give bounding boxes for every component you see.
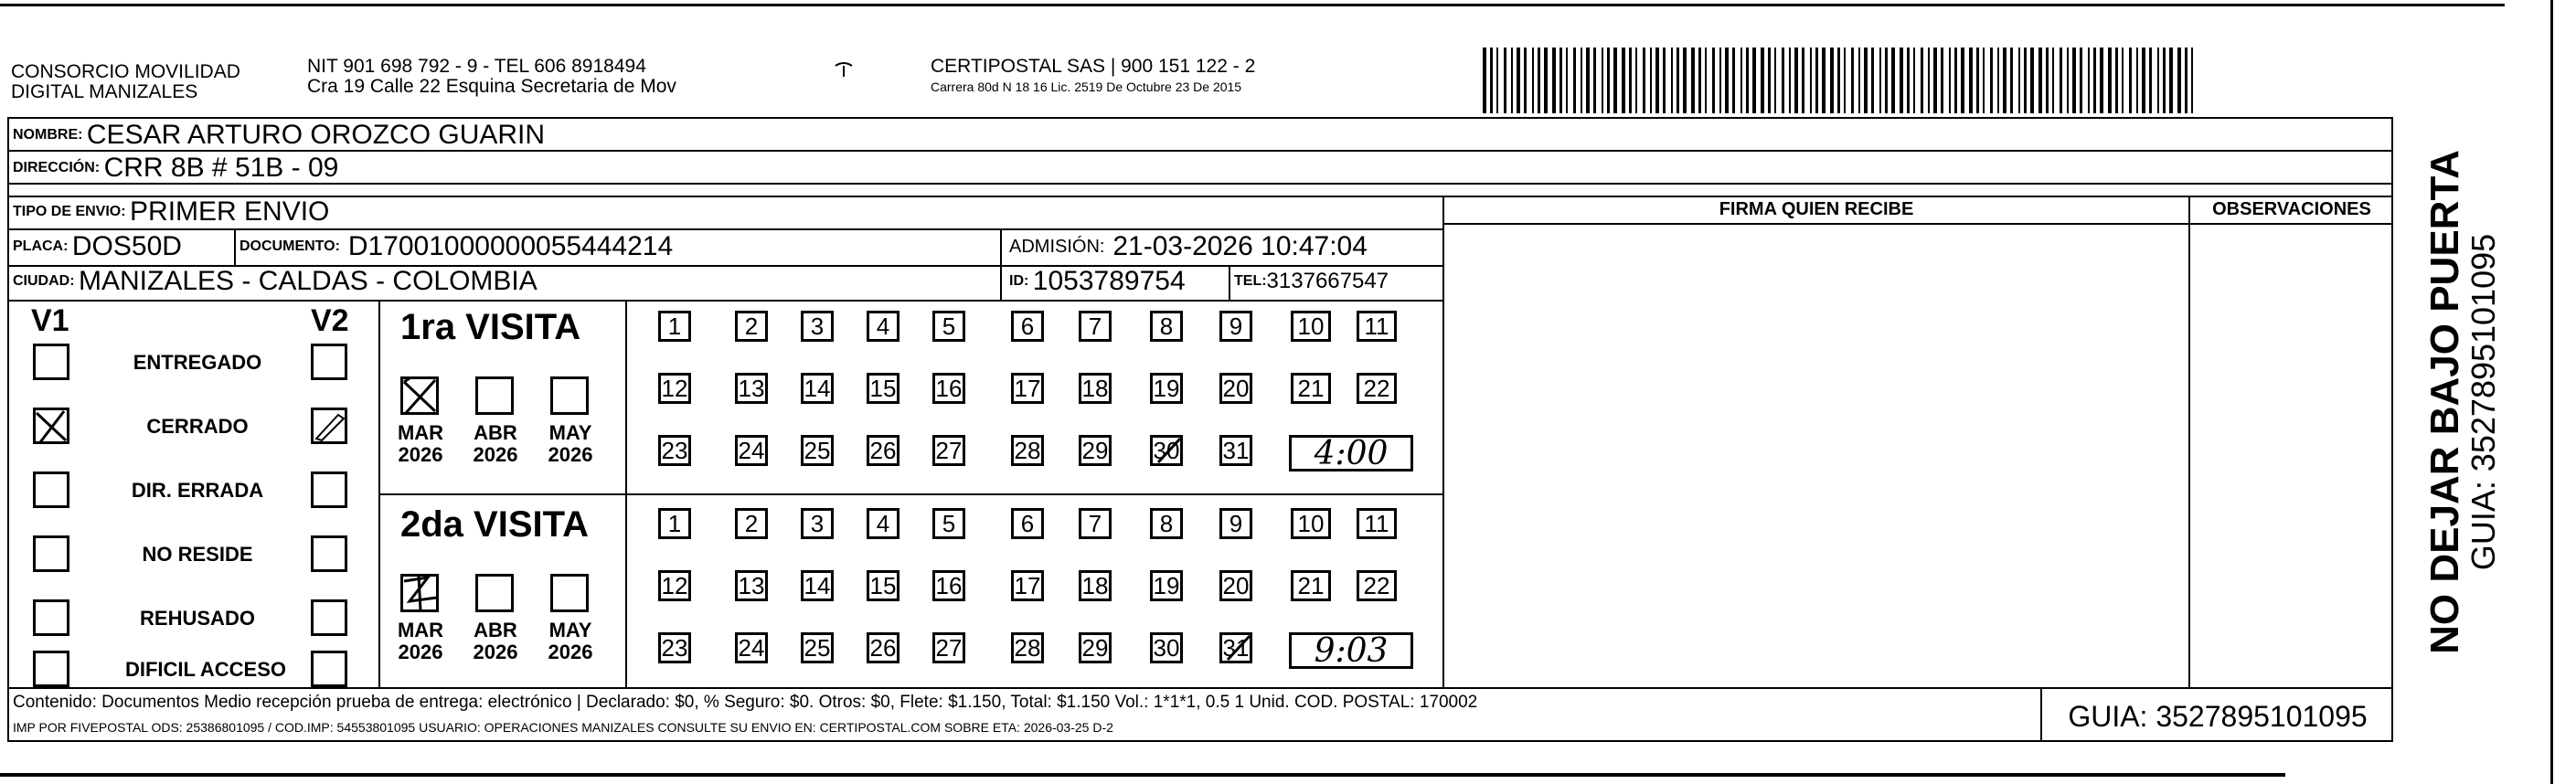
day-box[interactable]: 27 [932,435,965,466]
day-box[interactable]: 16 [932,373,965,404]
month-checkbox[interactable] [475,376,514,415]
direccion-field: DIRECCIÓN: CRR 8B # 51B - 09 [13,153,339,183]
month-checkbox[interactable] [550,574,589,612]
day-box[interactable]: 30 [1150,632,1183,663]
month-year: 2026 [548,443,593,466]
v2-label: V2 [311,303,349,338]
day-box[interactable]: 31 [1219,435,1252,466]
day-box[interactable]: 21 [1291,373,1331,404]
day-box[interactable]: 9 [1219,311,1252,342]
month-year: 2026 [398,641,443,663]
company-info: NIT 901 698 792 - 9 - TEL 606 8918494 Cra 19 Calle 22 Esquina Secretaria de Mov [307,56,676,97]
month-name: MAY [548,619,592,641]
day-box[interactable]: 14 [801,570,834,601]
v2-checkbox[interactable] [311,344,347,380]
day-box[interactable]: 11 [1357,508,1397,539]
day-box[interactable]: 25 [801,435,834,466]
first-visit-title: 1ra VISITA [400,307,581,347]
day-box[interactable]: 10 [1291,311,1331,342]
admision-field: ADMISIÓN: 21-03-2026 10:47:04 [1009,231,1368,261]
day-box[interactable]: 9 [1219,508,1252,539]
day-box[interactable]: 18 [1079,373,1112,404]
status-option-label: ENTREGADO [133,351,262,374]
month-year: 2026 [398,443,443,466]
month-label [468,422,523,466]
day-box[interactable]: 29 [1079,435,1112,466]
month-checkbox[interactable] [475,574,514,612]
day-box[interactable]: 15 [867,373,899,404]
day-box[interactable]: 26 [867,435,899,466]
day-box[interactable]: 5 [932,508,965,539]
month-name: MAR [397,619,444,641]
day-box[interactable]: 1 [658,311,691,342]
day-box[interactable]: 3 [801,508,834,539]
v2-checkbox[interactable] [311,535,347,572]
tipo-envio-field: TIPO DE ENVIO: PRIMER ENVIO [13,196,330,227]
company-name: CONSORCIO MOVILIDAD DIGITAL MANIZALES [11,61,240,102]
day-box[interactable]: 28 [1011,632,1044,663]
day-box[interactable]: 23 [658,435,691,466]
month-checkbox[interactable] [550,376,589,415]
side-warning: NO DEJAR BAJO PUERTA [2422,150,2467,654]
day-box[interactable]: 4 [867,311,899,342]
scan-edge-top [0,4,2505,6]
month-year: 2026 [548,641,593,663]
barcode [1483,48,2203,113]
day-box[interactable]: 31 [1219,632,1252,663]
day-box[interactable]: 6 [1011,508,1044,539]
day-box[interactable]: 28 [1011,435,1044,466]
month-checkbox[interactable] [400,574,439,612]
day-box[interactable]: 30 [1150,435,1183,466]
day-box[interactable]: 7 [1079,508,1112,539]
day-box[interactable]: 19 [1150,373,1183,404]
day-box[interactable]: 17 [1011,570,1044,601]
handwritten-time-box[interactable]: 9:03 [1289,632,1413,669]
day-box[interactable]: 1 [658,508,691,539]
day-box[interactable]: 24 [735,632,768,663]
day-box[interactable]: 2 [735,508,768,539]
day-box[interactable]: 23 [658,632,691,663]
footer-guia: GUIA: 3527895101095 [2068,700,2368,733]
firma-label: FIRMA QUIEN RECIBE [1719,199,1914,219]
ciudad-field: CIUDAD: MANIZALES - CALDAS - COLOMBIA [13,266,538,296]
v1-checkbox[interactable] [33,535,69,572]
day-box[interactable]: 16 [932,570,965,601]
observaciones-label: OBSERVACIONES [2212,199,2371,219]
day-box[interactable]: 13 [735,570,768,601]
placa-field: PLACA: DOS50D [13,231,182,261]
day-box[interactable]: 17 [1011,373,1044,404]
side-guia: GUIA: 3527895101095 [2464,233,2502,571]
month-label [393,422,448,466]
day-box[interactable]: 15 [867,570,899,601]
day-box[interactable]: 20 [1219,373,1252,404]
tel-field: TEL: 3137667547 [1234,269,1389,293]
handwritten-time-box[interactable]: 4:00 [1289,435,1413,471]
day-box[interactable]: 4 [867,508,899,539]
day-box[interactable]: 12 [658,373,691,404]
day-box[interactable]: 6 [1011,311,1044,342]
month-checkbox[interactable] [400,376,439,415]
contenido-line: Contenido: Documentos Medio recepción prueba de entrega: electrónico | Declarado: $0, % Seguro: $0. Otros: $0, Flete: $1.150, Total: $1.150 Vol.: 1*1*1, 0.5 1 Unid. COD. POSTAL: 170002 [13,693,1478,712]
day-box[interactable]: 26 [867,632,899,663]
day-box[interactable]: 11 [1357,311,1397,342]
day-box[interactable]: 10 [1291,508,1331,539]
day-box[interactable]: 21 [1291,570,1331,601]
certipostal-info: CERTIPOSTAL SAS | 900 151 122 - 2 Carrera 80d N 18 16 Lic. 2519 De Octubre 23 De 2015 [931,56,1256,94]
day-box[interactable]: 27 [932,632,965,663]
v1-label: V1 [31,303,69,338]
day-box[interactable]: 22 [1357,373,1397,404]
month-year: 2026 [473,443,518,466]
day-box[interactable]: 20 [1219,570,1252,601]
v1-checkbox[interactable] [33,344,69,380]
scan-edge-bottom [0,773,2285,777]
v1-checkbox[interactable] [33,651,69,687]
day-box[interactable]: 24 [735,435,768,466]
day-box[interactable]: 12 [658,570,691,601]
v1-checkbox[interactable] [33,408,69,444]
v2-checkbox[interactable] [311,471,347,508]
v1-checkbox[interactable] [33,471,69,508]
day-box[interactable]: 8 [1150,311,1183,342]
month-name: MAR [397,421,444,444]
day-box[interactable]: 13 [735,373,768,404]
documento-field: DOCUMENTO: D17001000000055444214 [240,231,674,261]
month-name: MAY [548,421,592,444]
month-name: ABR [474,421,517,444]
status-option-label: NO RESIDE [142,543,253,566]
v2-checkbox[interactable] [311,408,347,444]
day-box[interactable]: 3 [801,311,834,342]
month-label [543,422,598,466]
observaciones-area[interactable] [2192,227,2391,685]
day-box[interactable]: 8 [1150,508,1183,539]
day-box[interactable]: 14 [801,373,834,404]
day-box[interactable]: 18 [1079,570,1112,601]
signature-area[interactable] [1446,227,2187,685]
status-option-label: REHUSADO [140,607,255,630]
scan-edge-right [2550,0,2553,784]
month-label [468,620,523,663]
nombre-field: NOMBRE: CESAR ARTURO OROZCO GUARIN [13,120,546,150]
v2-checkbox[interactable] [311,599,347,636]
imp-line: IMP POR FIVEPOSTAL ODS: 25386801095 / COD.IMP: 54553801095 USUARIO: OPERACIONES MANIZALES CONSULTE SU ENVIO EN: CERTIPOSTAL.COM SOBRE ETA: 2026-03-25 D-2 [13,720,1113,735]
id-field: ID: 1053789754 [1009,266,1186,296]
day-box[interactable]: 2 [735,311,768,342]
day-box[interactable]: 19 [1150,570,1183,601]
status-option-label: DIR. ERRADA [131,479,264,502]
month-year: 2026 [473,641,518,663]
logo-icon [834,60,854,80]
side-panel [2399,146,2527,658]
month-name: ABR [474,619,517,641]
month-label [543,620,598,663]
status-option-label: DIFICIL ACCESO [124,658,286,681]
v1-checkbox[interactable] [33,599,69,636]
v2-checkbox[interactable] [311,651,347,687]
day-box[interactable]: 7 [1079,311,1112,342]
status-option-label: CERRADO [146,415,249,438]
day-box[interactable]: 5 [932,311,965,342]
day-box[interactable]: 29 [1079,632,1112,663]
second-visit-title: 2da VISITA [400,504,589,545]
month-label [393,620,448,663]
day-box[interactable]: 22 [1357,570,1397,601]
day-box[interactable]: 25 [801,632,834,663]
